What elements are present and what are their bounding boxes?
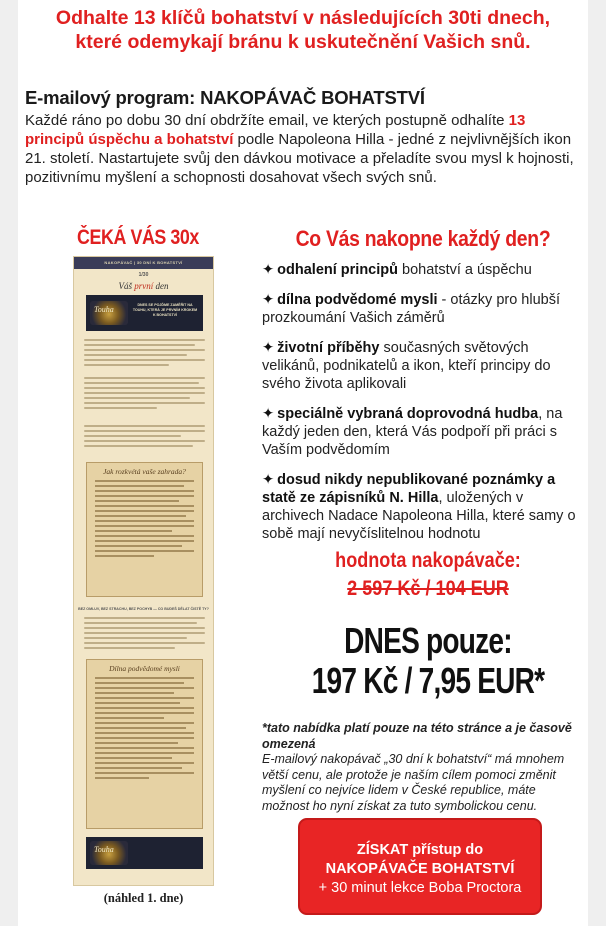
cta-line-3: + 30 minut lekce Boba Proctora xyxy=(318,880,522,896)
preview-heading-start: Váš xyxy=(118,281,135,291)
cta-line-2: NAKOPÁVAČE BOHATSTVÍ xyxy=(325,861,515,877)
preview-banner xyxy=(86,295,203,331)
offer-note-text: E-mailový nakopávač „30 dní k bohatství“ má mnohem větší cenu, ale protože je naším cílem pomoci změnit myšlení co nejvíce lidem v České republice, máte možnost ho nyní získat za tuto symbolickou cenu. xyxy=(262,752,565,813)
headline-line-1: Odhalte 13 klíčů bohatství v následujících 30ti dnech, xyxy=(55,7,551,29)
value-label: hodnota nakopávače: xyxy=(335,549,521,572)
preview-text-block-2 xyxy=(84,377,205,412)
preview-top-bar: NAKOPÁVAČ | 30 DNÍ K BOHATSTVÍ xyxy=(74,257,213,269)
star-icon: ✦ xyxy=(262,406,275,422)
preview-text-block-4 xyxy=(84,617,205,652)
preview-story-title: Jak rozkvétá vaše zahrada? xyxy=(103,467,186,476)
page-content xyxy=(18,0,588,926)
feature-text: současných světových velikánů, podnikatelů a ikon, kteří principy do svého života aplikovali xyxy=(262,340,551,392)
preview-heading-red: první xyxy=(134,281,154,291)
get-access-button[interactable] xyxy=(298,818,542,915)
day-preview-image xyxy=(73,256,214,886)
offer-note-bold: *tato nabídka platí pouze na této stránce a je časově omezená xyxy=(262,721,572,751)
feature-bold: odhalení principů xyxy=(277,262,398,278)
intro-text-end: podle Napoleona Hilla - jedné z nejvlivnějších ikon 21. století. Nastartujete svůj den dávkou motivace a přeladíte svou mysl k hojnosti, pozitivnímu myšlení a schopnosti dosahovat všech svých snů. xyxy=(25,131,574,186)
star-icon: ✦ xyxy=(262,292,275,308)
preview-banner-bottom xyxy=(86,837,203,869)
main-headline xyxy=(18,6,588,54)
headline-line-2: které odemykají bránu k uskutečnění Vašich snů. xyxy=(75,31,531,53)
cta-line-1: ZÍSKAT přístup do xyxy=(356,842,484,858)
intro-text-start: Každé ráno po dobu 30 dní obdržíte email, ve kterých postupně odhalíte xyxy=(25,112,509,129)
feature-text: - otázky pro hlubší prozkoumání Vašich záměrů xyxy=(262,292,560,326)
feature-bold: speciálně vybraná doprovodná hudba xyxy=(277,406,539,422)
feature-bold: dílna podvědomé mysli xyxy=(277,292,438,308)
feature-item xyxy=(262,261,584,279)
star-icon: ✦ xyxy=(262,340,275,356)
daily-title: Co Vás nakopne každý den? xyxy=(295,226,551,251)
star-icon: ✦ xyxy=(262,262,275,278)
offer-note xyxy=(262,721,584,814)
preview-logo-bottom: Touha xyxy=(94,845,114,854)
feature-list xyxy=(262,261,584,555)
feature-text: bohatství a úspěchu xyxy=(398,262,532,278)
program-title: E-mailový program: NAKOPÁVAČ BOHATSTVÍ xyxy=(25,87,425,108)
preview-text-block-1 xyxy=(84,339,205,369)
today-price: 197 Kč / 7,95 EUR* xyxy=(311,660,545,701)
feature-text: , uložených v archivech Nadace Napoleona Hilla, které samy o sobě mají nevyčíslitelnou hodnotu xyxy=(262,490,576,542)
feature-item xyxy=(262,339,584,393)
original-price: 2 597 Kč / 104 EUR xyxy=(347,577,509,600)
preview-story-box xyxy=(86,462,203,597)
feature-item xyxy=(262,405,584,459)
feature-item xyxy=(262,471,584,543)
preview-caption: (náhled 1. dne) xyxy=(103,891,184,905)
preview-text-block-3 xyxy=(84,425,205,450)
feature-text: , na každý jeden den, která Vás podpoří při práci s Vaším podvědomím xyxy=(262,406,563,458)
star-icon: ✦ xyxy=(262,472,275,488)
preview-day-counter: 1/30 xyxy=(138,272,149,278)
preview-workshop-title: Dílna podvědomé mysli xyxy=(109,664,180,673)
preview-workshop-box xyxy=(86,659,203,829)
feature-bold: dosud nikdy nepublikované poznámky a statě ze zápisníků N. Hilla xyxy=(262,472,556,506)
preview-heading-end: den xyxy=(153,281,169,291)
preview-mid-text: BEZ OMLUV, BEZ STRACHU, BEZ POCHYB — CO BUDEŠ DĚLAT ČISTĚ TY? xyxy=(78,607,209,611)
today-label: DNES pouze: xyxy=(344,620,512,661)
preview-logo: Touha xyxy=(94,305,114,314)
preview-heading xyxy=(74,281,213,291)
preview-banner-text: DNES SE POJĎME ZAMĚŘIT NA TOUHU, KTERÁ JE PRVNÍM KROKEM K BOHATSTVÍ xyxy=(132,303,198,317)
preview-title: ČEKÁ VÁS 30x xyxy=(77,226,199,249)
program-intro xyxy=(25,111,581,187)
feature-item xyxy=(262,291,584,327)
feature-bold: životní příběhy xyxy=(277,340,380,356)
intro-highlight: 13 principů úspěchu a bohatství xyxy=(25,112,526,148)
